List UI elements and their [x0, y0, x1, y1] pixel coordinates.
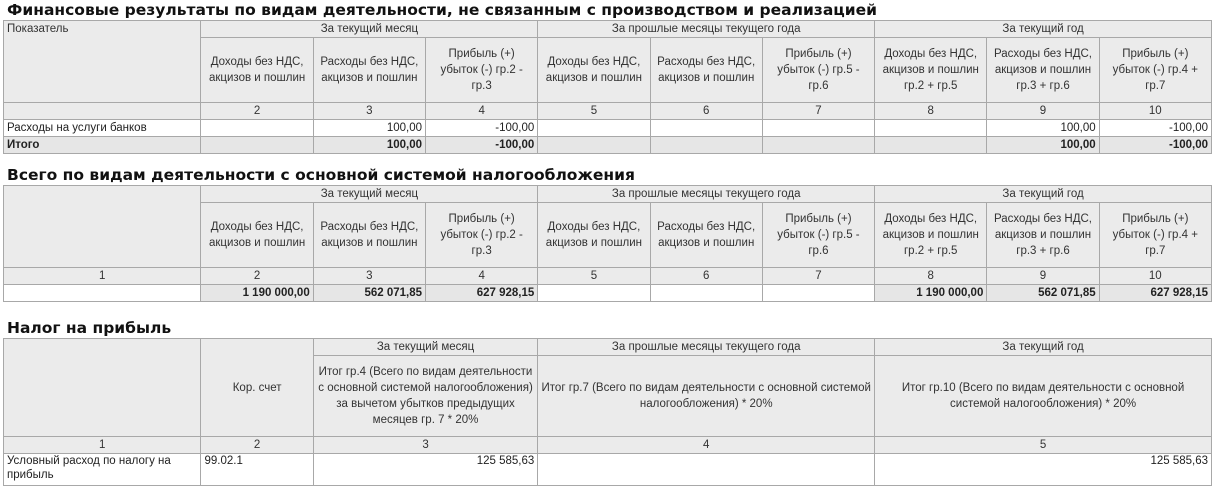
col-header: Доходы без НДС, акцизов и пошлин [538, 203, 650, 268]
cell [875, 137, 987, 154]
col-header: Прибыль (+) убыток (-) гр.5 - гр.6 [762, 203, 874, 268]
section1-table [3, 20, 1212, 154]
cell: 627 928,15 [426, 285, 538, 302]
section2-table [3, 185, 1212, 302]
col-header: Расходы без НДС, акцизов и пошлин [650, 38, 762, 103]
indicator-header: Показатель [4, 21, 201, 103]
cell: 1 190 000,00 [201, 285, 313, 302]
col-number: 8 [875, 268, 987, 285]
group-current-month: За текущий месяц [201, 186, 538, 203]
col-header: Прибыль (+) убыток (-) гр.2 - гр.3 [426, 38, 538, 103]
cell: 562 071,85 [987, 285, 1099, 302]
col-number: 9 [987, 268, 1099, 285]
col-header: Расходы без НДС, акцизов и пошлин [313, 38, 425, 103]
col-number: 6 [650, 268, 762, 285]
cell: -100,00 [1099, 137, 1211, 154]
account-cell: 99.02.1 [201, 454, 313, 486]
section3-title: Налог на прибыль [7, 319, 172, 337]
cell [650, 120, 762, 137]
col-header: Доходы без НДС, акцизов и пошлин [538, 38, 650, 103]
account-header: Кор. счет [201, 339, 313, 437]
col-number: 9 [987, 103, 1099, 120]
cell: 125 585,63 [313, 454, 538, 486]
col-header: Расходы без НДС, акцизов и пошлин гр.3 + гр.6 [987, 203, 1099, 268]
cell: 100,00 [313, 120, 425, 137]
cell [650, 137, 762, 154]
col-header: Доходы без НДС, акцизов и пошлин [201, 38, 313, 103]
cell: 627 928,15 [1099, 285, 1211, 302]
group-previous-months: За прошлые месяцы текущего года [538, 186, 875, 203]
col-number: 1 [4, 268, 201, 285]
row-label: Расходы на услуги банков [4, 120, 201, 137]
col-number: 2 [201, 437, 313, 454]
cell: 100,00 [313, 137, 425, 154]
group-current-year: За текущий год [875, 21, 1212, 38]
col-header: Итог гр.10 (Всего по видам деятельности с основной системой налогообложения) * 20% [875, 356, 1212, 437]
col-number: 10 [1099, 103, 1211, 120]
cell: 1 190 000,00 [875, 285, 987, 302]
cell: 125 585,63 [875, 454, 1212, 486]
col-number: 2 [201, 268, 313, 285]
col-number: 5 [538, 268, 650, 285]
col-number: 4 [426, 103, 538, 120]
col-header: Доходы без НДС, акцизов и пошлин гр.2 + гр.5 [875, 203, 987, 268]
total-label: Итого [4, 137, 201, 154]
col-header: Прибыль (+) убыток (-) гр.4 + гр.7 [1099, 38, 1211, 103]
col-header: Прибыль (+) убыток (-) гр.4 + гр.7 [1099, 203, 1211, 268]
cell: -100,00 [426, 137, 538, 154]
col-number: 5 [875, 437, 1212, 454]
col-number: 7 [762, 268, 874, 285]
col-number: 2 [201, 103, 313, 120]
col-number: 3 [313, 437, 538, 454]
table-row [4, 454, 1212, 486]
cell [201, 137, 313, 154]
cell [762, 120, 874, 137]
col-number: 4 [426, 268, 538, 285]
row-label: Условный расход по налогу на прибыль [4, 454, 201, 486]
col-header: Расходы без НДС, акцизов и пошлин гр.3 + гр.6 [987, 38, 1099, 103]
col-number: 4 [538, 437, 875, 454]
col-header: Прибыль (+) убыток (-) гр.5 - гр.6 [762, 38, 874, 103]
col-number: 1 [4, 437, 201, 454]
col-header: Итог гр.4 (Всего по видам деятельности с основной системой налогообложения) за вычетом убытков предыдущих месяцев гр. 7 * 20% [313, 356, 538, 437]
cell [538, 454, 875, 486]
total-row [4, 285, 1212, 302]
col-number: 8 [875, 103, 987, 120]
cell: 562 071,85 [313, 285, 425, 302]
section3-table [3, 338, 1212, 486]
col-number: 7 [762, 103, 874, 120]
col-number: 3 [313, 268, 425, 285]
cell: 100,00 [987, 137, 1099, 154]
section2-title: Всего по видам деятельности с основной системой налогообложения [7, 166, 635, 184]
col-header: Расходы без НДС, акцизов и пошлин [313, 203, 425, 268]
cell [538, 285, 650, 302]
col-number: 10 [1099, 268, 1211, 285]
cell [201, 120, 313, 137]
cell [875, 120, 987, 137]
indicator-header-blank [4, 186, 201, 268]
total-row [4, 137, 1212, 154]
group-previous-months: За прошлые месяцы текущего года [538, 339, 875, 356]
indicator-header-blank [4, 339, 201, 437]
group-current-month: За текущий месяц [201, 21, 538, 38]
cell [538, 120, 650, 137]
group-previous-months: За прошлые месяцы текущего года [538, 21, 875, 38]
col-number [4, 103, 201, 120]
cell: 100,00 [987, 120, 1099, 137]
group-current-year: За текущий год [875, 339, 1212, 356]
group-current-year: За текущий год [875, 186, 1212, 203]
col-header: Доходы без НДС, акцизов и пошлин [201, 203, 313, 268]
col-header: Прибыль (+) убыток (-) гр.2 - гр.3 [426, 203, 538, 268]
table-row [4, 120, 1212, 137]
cell: -100,00 [1099, 120, 1211, 137]
col-number: 6 [650, 103, 762, 120]
col-header: Доходы без НДС, акцизов и пошлин гр.2 + гр.5 [875, 38, 987, 103]
section1-title: Финансовые результаты по видам деятельности, не связанным с производством и реализацией [7, 1, 877, 19]
cell [762, 137, 874, 154]
group-current-month: За текущий месяц [313, 339, 538, 356]
col-number: 3 [313, 103, 425, 120]
col-number: 5 [538, 103, 650, 120]
cell [762, 285, 874, 302]
cell: -100,00 [426, 120, 538, 137]
col-header: Расходы без НДС, акцизов и пошлин [650, 203, 762, 268]
total-label [4, 285, 201, 302]
cell [650, 285, 762, 302]
cell [538, 137, 650, 154]
col-header: Итог гр.7 (Всего по видам деятельности с основной системой налогообложения) * 20% [538, 356, 875, 437]
